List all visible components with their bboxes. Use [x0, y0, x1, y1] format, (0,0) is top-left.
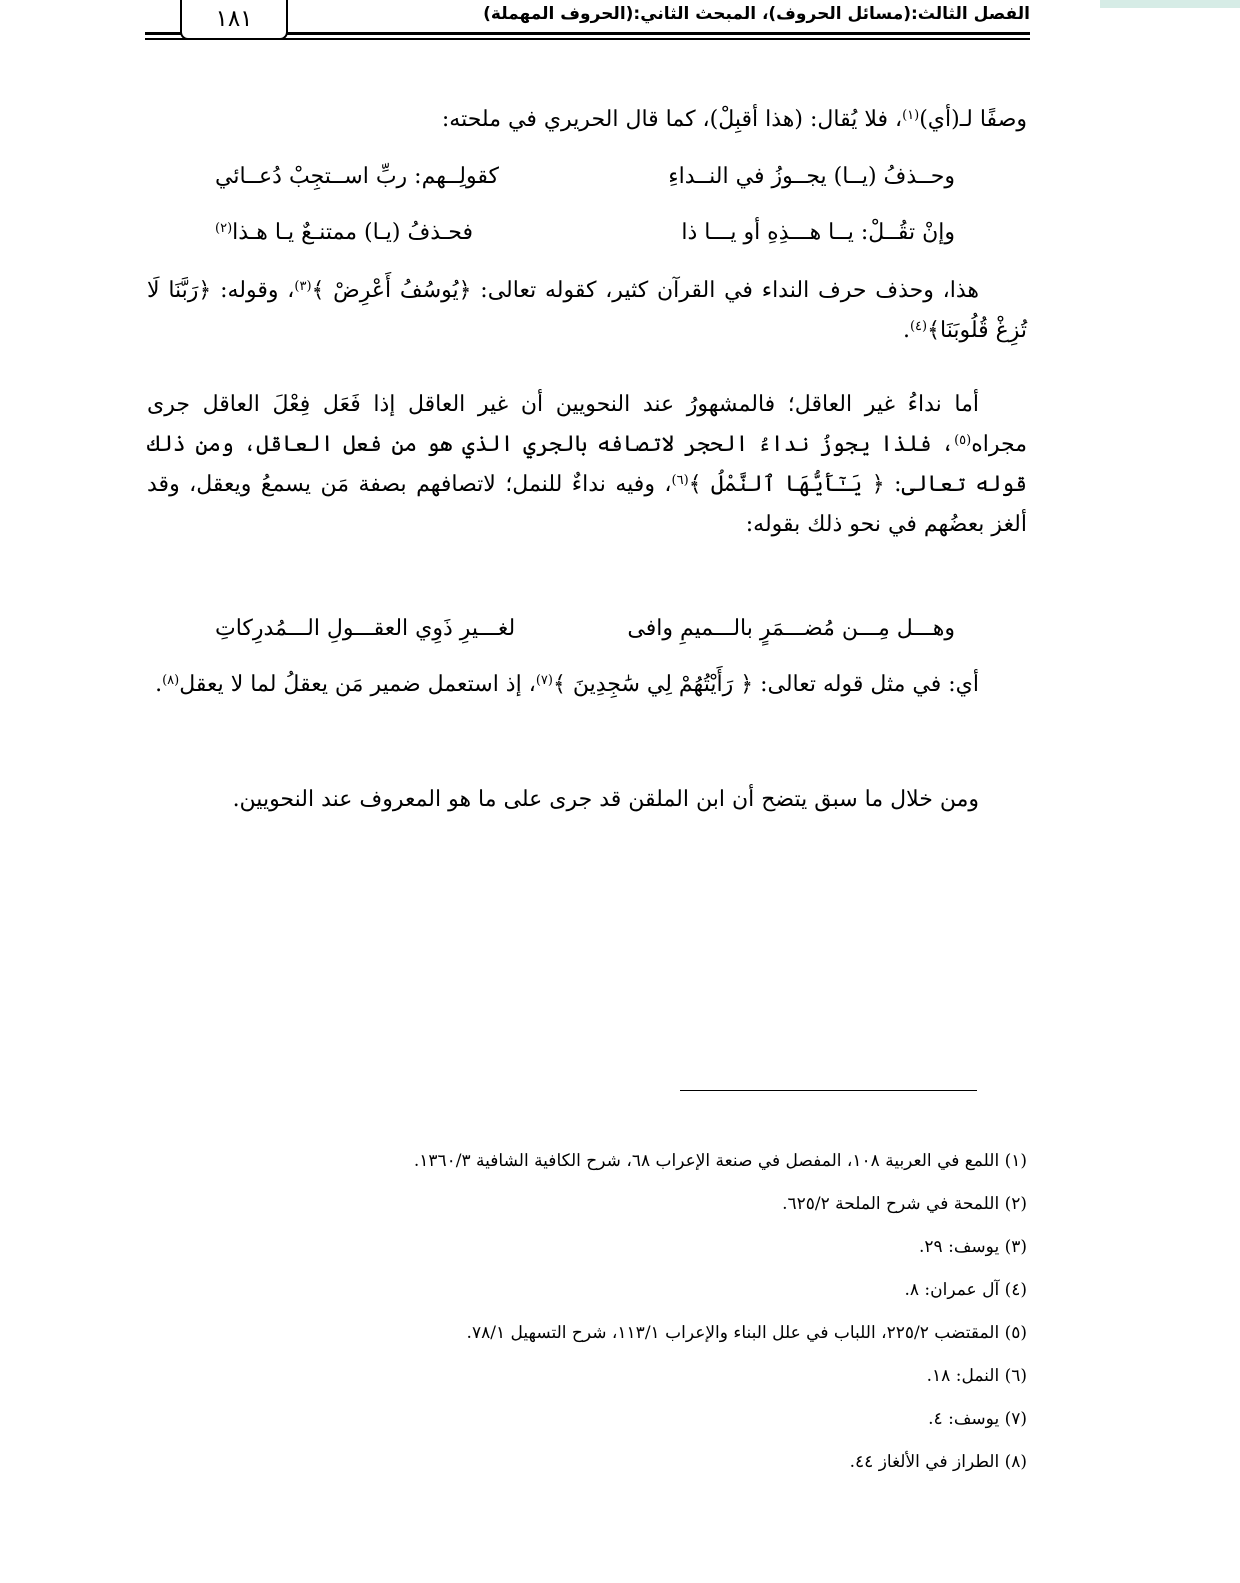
verse-line-3 [215, 609, 955, 649]
verse-first-hemistich: وحــذفُ (يــا) يجــوزُ في النــداءِ [668, 164, 955, 189]
paragraph-1 [147, 100, 1027, 140]
footnote-ref: (٥) [954, 433, 972, 448]
paragraph-5 [147, 780, 1027, 820]
footnote-item: (٦) النمل: ١٨. [926, 1366, 1027, 1386]
verse-line-1 [215, 157, 955, 197]
paragraph-text: ، وفيه نداءٌ للنمل؛ لاتصافهم بصفة مَن يسمعُ ويعقل، وقد ألغز بعضُهم في نحو ذلك بقوله: [147, 472, 1027, 537]
paragraph-text: ، وقوله: ﴿رَبَّنَا لَا تُزِغْ قُلُوبَنَا﴾ [147, 278, 1027, 343]
paragraph-4 [147, 665, 1027, 705]
footnote-item: (٢) اللمحة في شرح الملحة ٦٢٥/٢. [782, 1194, 1027, 1214]
footnote-ref: (٢) [215, 221, 233, 236]
footnote-item: (٨) الطراز في الألغاز ٤٤. [849, 1452, 1027, 1472]
verse-second-hemistich: كقولِــهم: ربِّ اســتجِبْ دُعــائي [215, 164, 499, 189]
footnote-ref: (٧) [535, 673, 553, 688]
corner-tab-mark [1100, 0, 1240, 8]
chapter-title: الفصل الثالث:(مسائل الحروف)، المبحث الثاني:(الحروف المهملة) [483, 4, 1030, 24]
footnotes [327, 1140, 1027, 1484]
footnote-item: (٤) آل عمران: ٨. [904, 1280, 1027, 1300]
footnote-separator [680, 1090, 977, 1091]
footnote-ref: (٦) [671, 473, 689, 488]
page-header [145, 0, 1030, 46]
footnote-ref: (٤) [909, 319, 928, 334]
page-number: ١٨١ [180, 0, 288, 40]
footnote-item: (١) اللمع في العربية ١٠٨، المفصل في صنعة الإعراب ٦٨، شرح الكافية الشافية ١٣٦٠/٣. [413, 1151, 1027, 1171]
footnote-item: (٥) المقتضب ٢٢٥/٢، اللباب في علل البناء والإعراب ١١٣/١، شرح التسهيل ٧٨/١. [466, 1323, 1027, 1343]
paragraph-text: ، إذ استعمل ضمير مَن يعقلُ لما لا يعقل [179, 672, 536, 697]
paragraph-text: أي: في مثل قوله تعالى: ﴿ رَأَيْتُهُمْ لِي سَٰجِدِينَ ﴾ [552, 672, 979, 697]
footnote-ref: (١) [902, 108, 920, 123]
paragraph-text: . [902, 318, 910, 343]
verse-text: فحـذفُ (يـا) ممتنـعٌ يـا هـذا [232, 220, 473, 245]
paragraph-text: أما نداءُ غير العاقل؛ فالمشهورُ عند النحويين أن غير العاقل إذا فَعَل فِعْلَ العاقل جرى مجراه [147, 392, 1027, 457]
footnote-item: (٣) يوسف: ٢٩. [919, 1237, 1027, 1257]
paragraph-text: ، فلذا يجوزُ نداءُ الحجر لاتصافه بالجري الذي هو من فعل العاقل، ومن ذلك قوله تعالى: ﴿ يَـٰٓأَيُّهَا ٱلنَّمْلُ ﴾ [147, 432, 1027, 497]
paragraph-2 [147, 271, 1027, 351]
paragraph-text: ، فلا يُقال: (هذا أقبِلْ)، كما قال الحريري في ملحته: [441, 107, 903, 132]
footnote-ref: (٣) [294, 279, 312, 294]
footnote-item: (٧) يوسف: ٤. [928, 1409, 1027, 1429]
footnote-ref: (٨) [162, 673, 180, 688]
verse-second-hemistich: لغـــيرِ ذَوِي العقـــولِ الـــمُدرِكاتِ [215, 616, 516, 641]
paragraph-text: هذا، وحذف حرف النداء في القرآن كثير، كقوله تعالى: ﴿يُوسُفُ أَعْرِضْ ﴾ [311, 278, 979, 303]
paragraph-text: . [155, 672, 163, 697]
verse-first-hemistich: وإنْ تقُــلْ: يــا هـــذِهِ أو يـــا ذا [681, 220, 955, 245]
paragraph-3 [147, 385, 1027, 545]
verse-second-hemistich [215, 213, 473, 253]
verse-line-2 [215, 213, 955, 253]
verse-first-hemistich: وهـــل مِـــن مُضـــمَرٍ بالـــميمِ وافى [627, 616, 955, 641]
paragraph-text: وصفًا لـ(أي) [919, 107, 1027, 132]
paragraph-text: ومن خلال ما سبق يتضح أن ابن الملقن قد جرى على ما هو المعروف عند النحويين. [232, 787, 979, 812]
